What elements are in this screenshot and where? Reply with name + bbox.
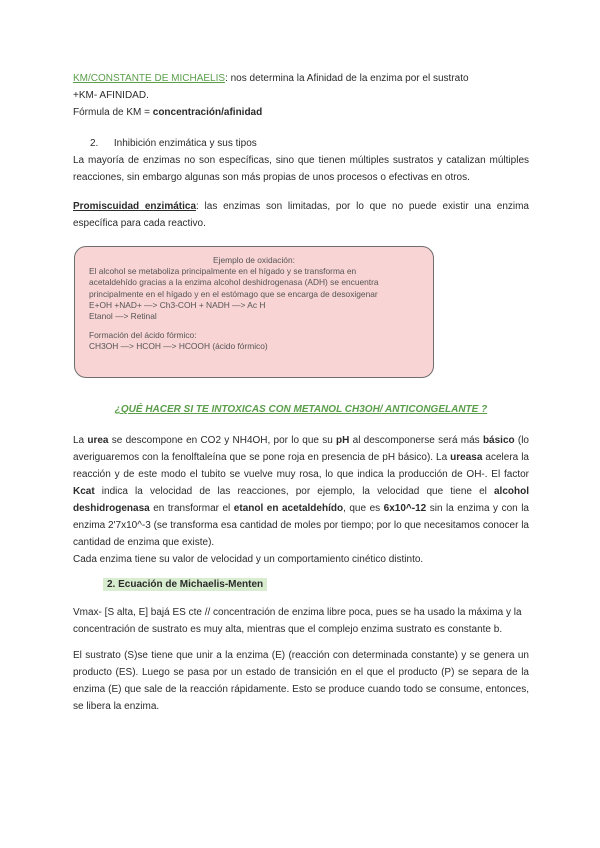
- box-spacer: [89, 322, 419, 330]
- paragraph-vmax: Vmax- [S alta, E] bajá ES cte // concentración de enzima libre poca, pues se ha usado la máxima y la concentración de sustrato es muy alta, mientras que el complejo enzima sustrato es constante b.: [73, 607, 522, 635]
- bold-value: 6x10^-12: [383, 503, 427, 514]
- km-line: [73, 70, 529, 87]
- formula-bold: concentración/afinidad: [152, 107, 263, 118]
- text-run: indica la velocidad de las reacciones, por ejemplo, la velocidad que tiene el: [94, 486, 494, 497]
- paragraph-velocidad: Cada enzima tiene su valor de velocidad y un comportamiento cinético distinto.: [73, 554, 424, 565]
- box-line: acetaldehído gracias a la enzima alcohol deshidrogenasa (ADH) se encuentra: [89, 277, 379, 288]
- paragraph-urea: [73, 432, 529, 551]
- box-line: E+OH +NAD+ —> Ch3-COH + NADH —> Ac H: [89, 299, 266, 310]
- box-line: Etanol —> Retinal: [89, 311, 157, 322]
- box-formula: CH3OH —> HCOH —> HCOOH (ácido fórmico): [89, 341, 268, 352]
- bold-etanol: etanol en acetaldehído: [233, 503, 344, 514]
- box-line: El alcohol se metaboliza principalmente en el hígado y se transforma en: [89, 266, 357, 277]
- heading-text: Inhibición enzimática y sus tipos: [113, 138, 257, 149]
- text-run: La: [73, 435, 88, 446]
- text-run: al descomponerse será más: [349, 435, 483, 446]
- bold-basico: básico: [482, 435, 515, 446]
- box-title: Ejemplo de oxidación:: [213, 255, 295, 265]
- heading-inhibicion: [90, 135, 546, 152]
- bold-kcat: Kcat: [73, 486, 95, 497]
- text-run: en transformar el: [149, 503, 234, 514]
- km-section: [73, 70, 529, 121]
- box-subtitle: Formación del ácido fórmico:: [89, 330, 197, 341]
- text-run: (lo averiguaremos con la fenolftaleína que se pone roja en presencia de pH básico). La: [73, 435, 529, 463]
- promiscuidad-text: : las enzimas son limitadas, por lo que no puede existir una enzima específica para cada reactivo.: [73, 201, 529, 229]
- text-run: sin la enzima y con la enzima 2'7x10^-3 (se transforma esa cantidad de moles por tiempo; por lo que necesitamos conocer la cantidad de enzima que existe).: [73, 503, 529, 548]
- promiscuidad-term: Promiscuidad enzimática: [73, 201, 197, 212]
- heading2-text: 2. Ecuación de Michaelis-Menten: [103, 578, 267, 591]
- bold-ureasa: ureasa: [450, 452, 483, 463]
- km-description: : nos determina la Afinidad de la enzima por el sustrato: [225, 73, 469, 84]
- bold-urea: urea: [87, 435, 109, 446]
- heading-michaelis-menten: [103, 576, 267, 593]
- heading-number: 2.: [90, 138, 99, 149]
- text-run: acelera la reacción y de este modo el tubito se vuelve muy rosa, lo que indica la producción de OH-. El factor: [73, 452, 529, 480]
- paragraph-especificidad: La mayoría de enzimas no son específicas, sino que tienen múltiples sustratos y catalizan múltiples reacciones, sin embargo algunas son más propias de unos procesos o efectivas en otros.: [73, 155, 529, 183]
- bold-ph: pH: [336, 435, 350, 446]
- km-affinity-line: +KM- AFINIDAD.: [73, 90, 149, 101]
- text-run: , que es: [343, 503, 384, 514]
- methanol-question-heading: ¿QUÉ HACER SI TE INTOXICAS CON METANOL CH3OH/ ANTICONGELANTE ?: [114, 404, 488, 415]
- km-link[interactable]: KM/CONSTANTE DE MICHAELIS: [73, 73, 226, 84]
- box-line: principalmente en el hígado y en el estómago que se encarga de desoxigenar: [89, 288, 378, 299]
- text-run: se descompone en CO2 y NH4OH, por lo que su: [108, 435, 337, 446]
- paragraph-promiscuidad: [73, 198, 529, 232]
- paragraph-sustrato: El sustrato (S)se tiene que unir a la enzima (E) (reacción con determinada constante) y se genera un producto (ES). Luego se pasa por un estado de transición en el que el producto (P) se separa de la enzima (E) que sale de la reacción rápidamente. Esto se produce cuando todo se consume, entonces, se libera la enzima.: [73, 650, 529, 712]
- km-formula-line: [73, 104, 529, 121]
- oxidation-example-box: [74, 246, 434, 378]
- formula-prefix: Fórmula de KM =: [73, 107, 153, 118]
- bold-adh: alcohol deshidrogenasa: [73, 486, 529, 514]
